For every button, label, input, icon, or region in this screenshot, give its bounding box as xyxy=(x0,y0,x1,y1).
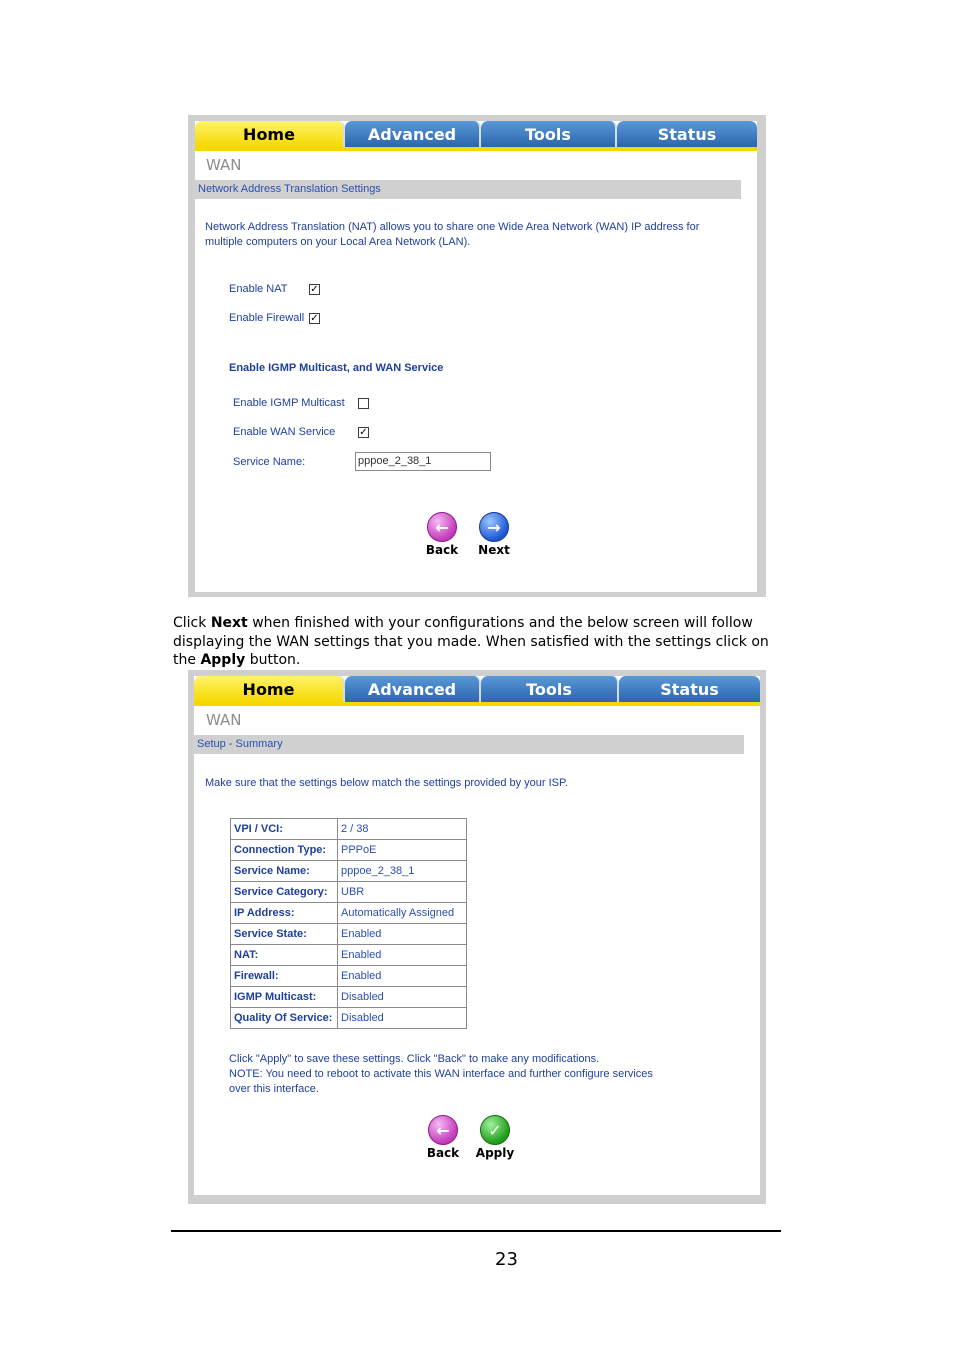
back-arrow-icon-2: ← xyxy=(428,1115,458,1145)
top-tab-bar-2 xyxy=(194,676,760,704)
enable-wan-service-label: Enable WAN Service xyxy=(233,426,336,438)
back-label: Back xyxy=(425,543,459,557)
footer-rule xyxy=(171,1230,781,1232)
tab-advanced[interactable]: Advanced xyxy=(345,121,481,147)
wan-summary-screenshot xyxy=(188,670,766,1204)
tab-status-2[interactable]: Status xyxy=(619,676,760,702)
instruction-text-1: Click xyxy=(173,615,211,631)
tab-tools[interactable]: Tools xyxy=(481,121,617,147)
table-row xyxy=(231,903,467,924)
page-title: WAN xyxy=(206,156,242,174)
enable-nat-checkbox[interactable]: ✓ xyxy=(310,284,319,295)
next-label: Next xyxy=(478,543,510,557)
service-name-input[interactable]: pppoe_2_38_1 xyxy=(355,452,491,471)
nat-description-line2: multiple computers on your Local Area Network (LAN). xyxy=(205,236,471,248)
table-row xyxy=(231,861,467,882)
table-row xyxy=(231,924,467,945)
table-row xyxy=(231,987,467,1008)
enable-firewall-checkbox[interactable]: ✓ xyxy=(310,313,319,324)
back-button-2[interactable] xyxy=(422,1115,464,1160)
summary-key: IGMP Multicast: xyxy=(231,987,338,1008)
summary-key: Quality Of Service: xyxy=(231,1008,338,1029)
enable-wan-service-checkbox[interactable]: ✓ xyxy=(359,427,368,438)
nat-description-line1: Network Address Translation (NAT) allows you to share one Wide Area Network (WAN) IP address for xyxy=(205,221,700,233)
table-row xyxy=(231,882,467,903)
tab-status[interactable]: Status xyxy=(617,121,757,147)
summary-key: Service Category: xyxy=(231,882,338,903)
summary-value: Disabled xyxy=(338,987,467,1008)
tab-home[interactable]: Home xyxy=(195,121,345,147)
page-title-2: WAN xyxy=(206,711,242,729)
summary-key: Firewall: xyxy=(231,966,338,987)
summary-value: Enabled xyxy=(338,966,467,987)
wan-summary-panel xyxy=(194,676,760,1195)
table-row xyxy=(231,1008,467,1029)
apply-note-line1: Click "Apply" to save these settings. Click "Back" to make any modifications. xyxy=(229,1053,600,1065)
top-tab-bar xyxy=(195,121,757,149)
tab-underline-2 xyxy=(194,702,760,706)
section-header-2: Setup - Summary xyxy=(194,735,744,754)
apply-button[interactable] xyxy=(474,1115,516,1160)
summary-value: PPPoE xyxy=(338,840,467,861)
apply-label: Apply xyxy=(475,1146,515,1160)
igmp-wan-heading: Enable IGMP Multicast, and WAN Service xyxy=(229,362,444,374)
back-label-2: Back xyxy=(426,1146,460,1160)
summary-value: pppoe_2_38_1 xyxy=(338,861,467,882)
enable-firewall-label: Enable Firewall xyxy=(229,312,305,324)
wan-nat-screenshot xyxy=(188,115,766,597)
table-row xyxy=(231,840,467,861)
summary-value: Automatically Assigned xyxy=(338,903,467,924)
wan-nat-panel xyxy=(195,121,757,592)
table-row xyxy=(231,945,467,966)
next-button[interactable] xyxy=(473,512,515,557)
summary-value: UBR xyxy=(338,882,467,903)
summary-table xyxy=(230,818,467,1029)
apply-note-line2: NOTE: You need to reboot to activate this WAN interface and further configure services xyxy=(229,1068,653,1080)
instruction-next-bold: Next xyxy=(210,615,248,631)
enable-igmp-checkbox[interactable] xyxy=(358,398,369,409)
instruction-apply-bold: Apply xyxy=(200,652,246,668)
enable-igmp-label: Enable IGMP Multicast xyxy=(233,397,345,409)
apply-note-line3: over this interface. xyxy=(229,1083,319,1095)
tab-home-2[interactable]: Home xyxy=(194,676,345,702)
back-button[interactable] xyxy=(421,512,463,557)
page-number: 23 xyxy=(495,1249,518,1270)
tab-underline xyxy=(195,147,757,151)
summary-value: 2 / 38 xyxy=(338,819,467,840)
service-name-label: Service Name: xyxy=(233,456,306,468)
summary-value: Enabled xyxy=(338,924,467,945)
table-row xyxy=(231,819,467,840)
tab-advanced-2[interactable]: Advanced xyxy=(345,676,481,702)
summary-key: Connection Type: xyxy=(231,840,338,861)
summary-key: VPI / VCI: xyxy=(231,819,338,840)
summary-intro: Make sure that the settings below match the settings provided by your ISP. xyxy=(205,777,568,789)
instruction-text-3: button. xyxy=(245,652,301,668)
summary-key: NAT: xyxy=(231,945,338,966)
tab-tools-2[interactable]: Tools xyxy=(481,676,619,702)
summary-key: IP Address: xyxy=(231,903,338,924)
summary-value: Enabled xyxy=(338,945,467,966)
summary-value: Disabled xyxy=(338,1008,467,1029)
summary-key: Service Name: xyxy=(231,861,338,882)
instruction-paragraph xyxy=(173,614,783,670)
enable-nat-label: Enable NAT xyxy=(229,283,288,295)
section-header: Network Address Translation Settings xyxy=(195,180,741,199)
back-arrow-icon: ← xyxy=(427,512,457,542)
instruction-text-2: when finished with your configurations and the below screen will follow displaying the WAN settings that you made. When satisfied with the settings click on the xyxy=(173,615,769,668)
summary-key: Service State: xyxy=(231,924,338,945)
next-arrow-icon: → xyxy=(479,512,509,542)
table-row xyxy=(231,966,467,987)
checkmark-icon: ✓ xyxy=(480,1115,510,1145)
